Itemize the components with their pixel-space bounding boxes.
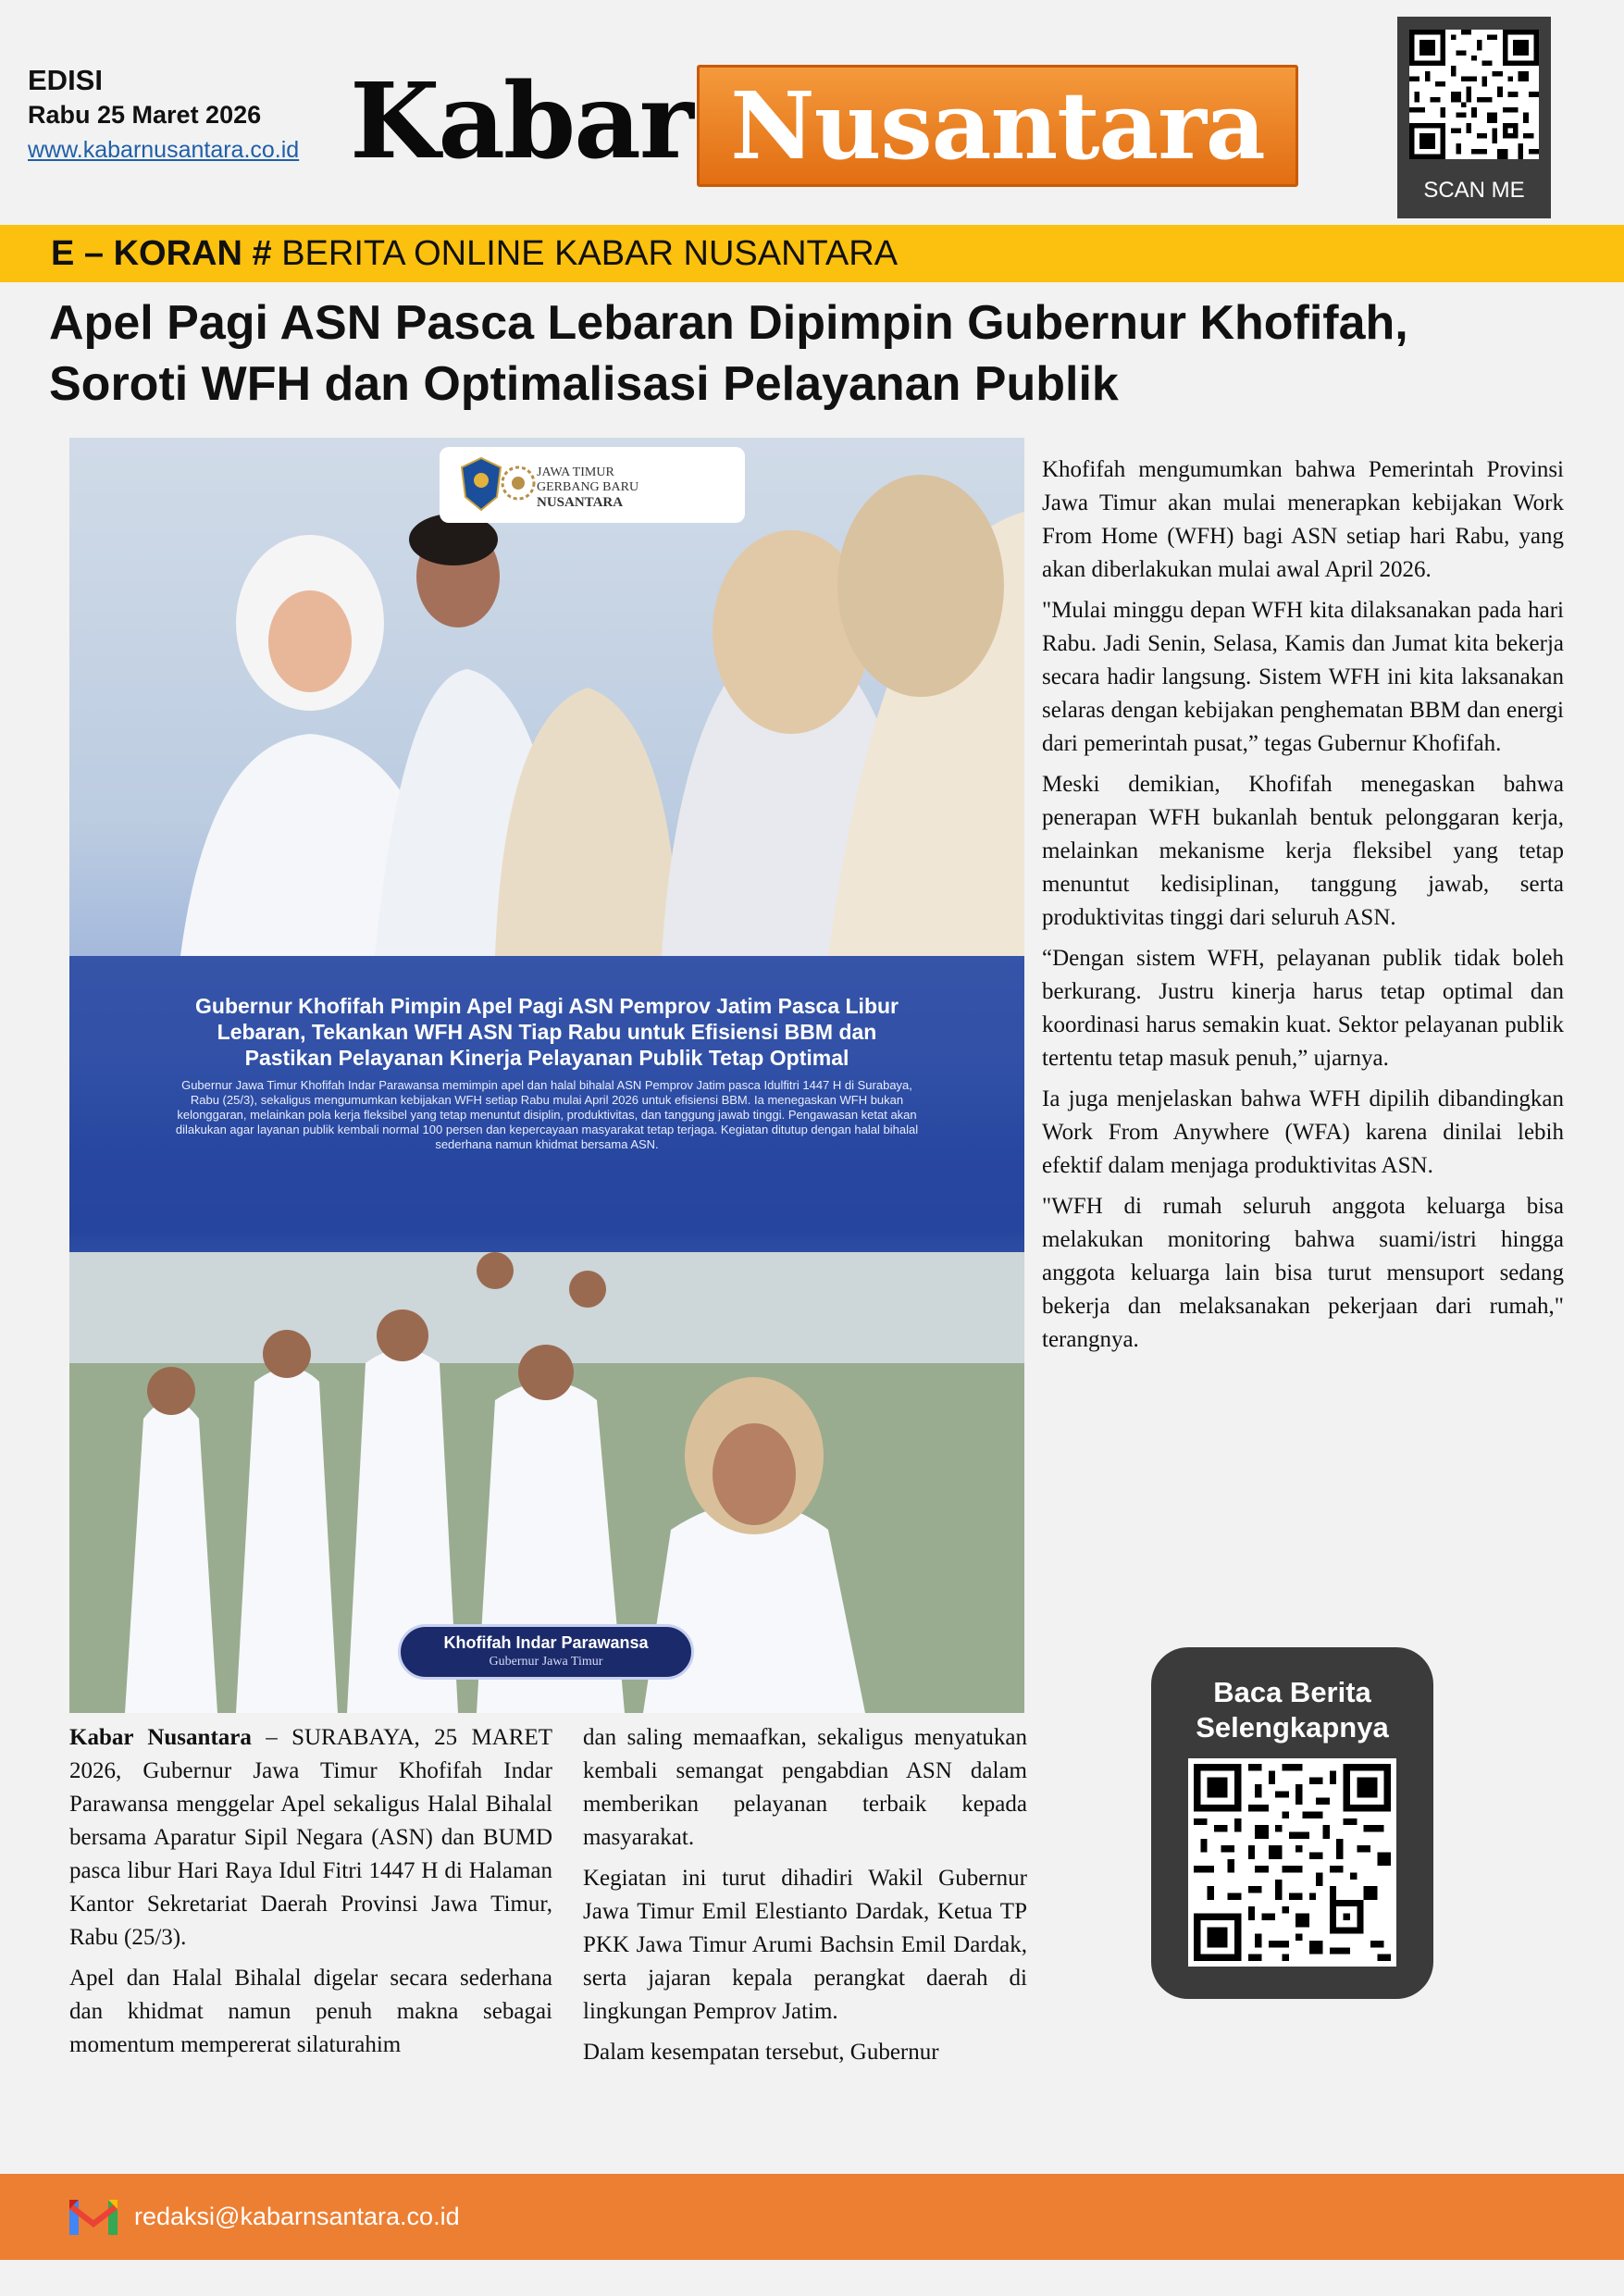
article-paragraph: Ia juga menjelaskan bahwa WFH dipilih dibandingkan Work From Anywhere (WFA) karena dinilai lebih efektif dalam menjaga produktivitas ASN. [1042, 1086, 1564, 1178]
article-paragraph: Meski demikian, Khofifah menegaskan bahwa penerapan WFH bukanlah bentuk pelonggaran kerja, melainkan mekanisme kerja fleksibel yang tetap menuntut kedisiplinan, tanggung jawab, serta produktivitas tinggi dari seluruh ASN. [1042, 772, 1564, 930]
band-hash: # [252, 234, 272, 273]
masthead-word-nusantara: Nusantara [730, 71, 1265, 180]
article-paragraph: Apel dan Halal Bihalal digelar secara sederhana dan khidmat namun penuh makna sebagai momentum mempererat silaturahim [69, 1966, 552, 2057]
article-column-middle [583, 1721, 1027, 2077]
caption-role: Gubernur Jawa Timur [489, 1655, 603, 1669]
photo-logo-text [537, 465, 722, 510]
logo-line-1: JAWA TIMUR [537, 465, 614, 479]
headline-line-2: Soroti WFH dan Optimalisasi Pelayanan Publik [49, 357, 1119, 411]
headline-line-1: Apel Pagi ASN Pasca Lebaran Dipimpin Gubernur Khofifah, [49, 296, 1408, 350]
footer-bar [0, 2174, 1624, 2260]
article-paragraph: “Dengan sistem WFH, pelayanan publik tidak boleh berkurang. Justru kinerja harus tetap optimal dan koordinasi harus semakin kuat. Sektor pelayanan publik tertentu tetap masuk penuh,” ujarnya. [1042, 946, 1564, 1071]
article-paragraph [69, 1721, 552, 1955]
qr-code-read-more[interactable] [1188, 1758, 1396, 1967]
article-photo [69, 438, 1024, 1713]
caption-name: Khofifah Indar Parawansa [443, 1633, 649, 1652]
article-column-left [69, 1721, 552, 2069]
article-headline [49, 292, 1585, 415]
article-paragraph-text: – SURABAYA, 25 MARET 2026, Gubernur Jawa Timur Khofifah Indar Parawansa menggelar Apel sekaligus Halal Bihalal bersama Aparatur Sipil Negara (ASN) dan BUMD pasca libur Hari Raya Idul Fitri 1447 H di Halaman Kantor Sekretariat Daerah Provinsi Jawa Timur, Rabu (25/3). [69, 1725, 552, 1950]
photo-overlay-body: Gubernur Jawa Timur Khofifah Indar Parawansa memimpin apel dan halal bihalal ASN Pemprov Jatim pasca Idulfitri 1447 H di Surabaya, Rabu (25/3), sekaligus mengumumkan kebijakan WFH setiap Rabu mulai April 2026 untuk efisiensi BBM. Ia menegaskan WFH bukan kelonggaran, melainkan pola kerja fleksibel yang tetap menuntut disiplin, produktivitas, dan tanggung jawab tinggi. Pengawasan ketat akan dilakukan agar layanan publik kembali normal 100 persen dan kepercayaan masyarakat tetap terjaga. Kegiatan ditutup dengan halal bihalal sederhana namun khidmat bersama ASN. [175, 1078, 919, 1151]
article-paragraph: Khofifah mengumumkan bahwa Pemerintah Provinsi Jawa Timur akan mulai menerapkan kebijakan Work From Home (WFH) bagi ASN setiap hari Rabu, yang akan diberlakukan mulai awal April 2026. [1042, 457, 1564, 582]
edition-date: Rabu 25 Maret 2026 [28, 101, 262, 129]
jatim-emblem-icon [458, 456, 504, 512]
band-berita-online: BERITA ONLINE KABAR NUSANTARA [281, 234, 899, 273]
article-paragraph: Kegiatan ini turut dihadiri Wakil Gubernur Jawa Timur Emil Elestianto Dardak, Ketua TP PKK Jawa Timur Arumi Bachsin Emil Dardak, serta jajaran kepala perangkat daerah di lingkungan Pemprov Jatim. [583, 1866, 1027, 2024]
footer-email-link[interactable]: redaksi@kabarnsantara.co.id [134, 2203, 460, 2230]
article-lead: Kabar Nusantara [69, 1725, 252, 1750]
logo-line-2: GERBANG BARU [537, 480, 639, 494]
qr-code-icon [1409, 30, 1539, 159]
read-more-card[interactable] [1151, 1647, 1433, 1999]
band-ekoran: E – KORAN [51, 234, 242, 273]
article-paragraph: "Mulai minggu depan WFH kita dilaksanakan pada hari Rabu. Jadi Senin, Selasa, Kamis dan Jumat kita bekerja secara hadir langsung. Sistem WFH ini kita laksanakan selaras dengan kebijakan penghematan BBM dan energi dari pemerintah pusat,” tegas Gubernur Khofifah. [1042, 598, 1564, 756]
website-link[interactable]: www.kabarnusantara.co.id [28, 137, 300, 163]
read-more-line-2: Selengkapnya [1196, 1711, 1389, 1744]
masthead-word-kabar: Kabar [350, 61, 692, 182]
article-paragraph: dan saling memaafkan, sekaligus menyatukan kembali semangat pengabdian ASN dalam memberikan pelayanan terbaik kepada masyarakat. [583, 1725, 1027, 1850]
photo-caption-badge [398, 1624, 694, 1680]
read-more-line-1: Baca Berita [1213, 1676, 1371, 1708]
gerbang-baru-emblem-icon [500, 458, 537, 509]
photo-scene [69, 438, 1024, 1713]
scan-me-label: SCAN ME [1423, 178, 1525, 203]
article-column-right [1042, 453, 1564, 1364]
photo-overlay-title: Gubernur Khofifah Pimpin Apel Pagi ASN Pemprov Jatim Pasca Libur Lebaran, Tekankan WFH ASN Tiap Rabu untuk Efisiensi BBM dan Pastikan Pelayanan Kinerja Pelayanan Publik Tetap Optimal [195, 994, 899, 1070]
article-paragraph: Dalam kesempatan tersebut, Gubernur [583, 2040, 939, 2065]
section-band [0, 225, 1624, 282]
article-paragraph: "WFH di rumah seluruh anggota keluarga bisa melakukan monitoring bahwa suami/istri hingga anggota keluarga lain bisa turut mensuport sedang bekerja dan melaksanakan pekerjaan dari rumah," terangnya. [1042, 1194, 1564, 1352]
logo-line-3: NUSANTARA [537, 495, 624, 510]
qr-code-icon [1194, 1764, 1391, 1961]
masthead-orange-box [697, 65, 1298, 187]
qr-code-top[interactable] [1397, 17, 1551, 218]
gmail-icon [69, 2196, 118, 2235]
read-more-title [1151, 1675, 1433, 1745]
edition-block [28, 63, 299, 168]
edition-label: EDISI [28, 64, 103, 96]
section-band-text [51, 225, 898, 282]
